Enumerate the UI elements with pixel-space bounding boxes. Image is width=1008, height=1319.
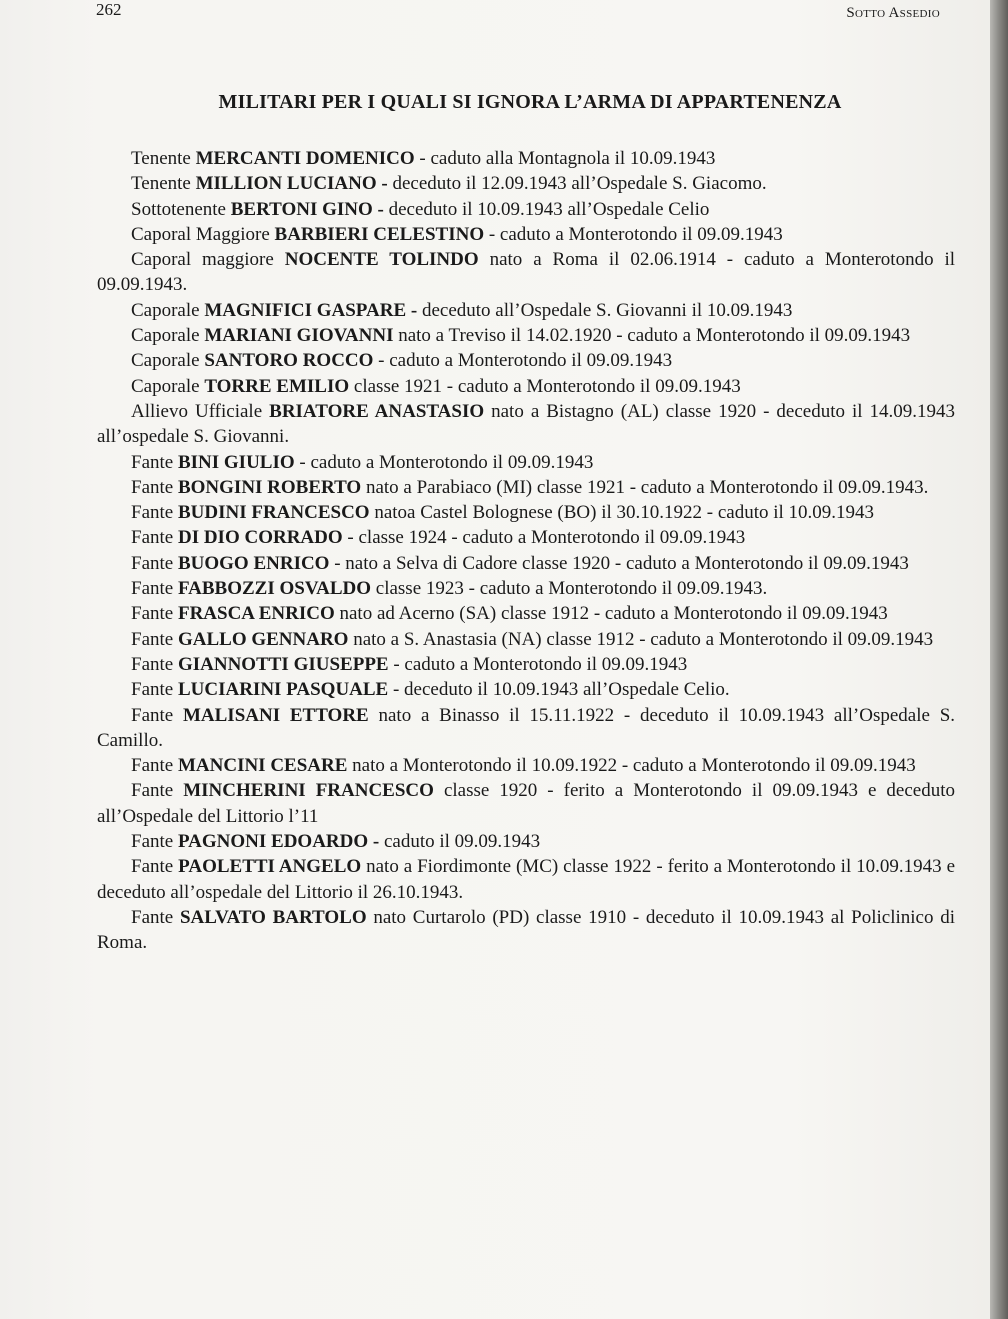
list-item	[97, 778, 955, 829]
list-item	[97, 576, 955, 601]
entry-details: nato Curtarolo (PD) classe 1910 - deceduto il 10.09.1943 al Policlinico di Roma.	[97, 906, 956, 954]
entry-name: PAOLETTI ANGELO	[178, 856, 362, 878]
entry-rank: Fante	[131, 679, 174, 701]
entry-rank: Tenente	[131, 148, 191, 169]
entry-details: classe 1923 - caduto a Monterotondo il 09.09.1943.	[375, 578, 768, 600]
entry-details: nato a Monterotondo il 10.09.1922 - caduto a Monterotondo il 09.09.1943	[352, 755, 916, 777]
entry-rank: Caporal maggiore	[131, 249, 274, 271]
entry-rank: Fante	[131, 552, 174, 574]
entry-name: MERCANTI DOMENICO	[195, 148, 415, 169]
entry-rank: Caporale	[131, 375, 200, 397]
entry-details: nato a Bistagno (AL) classe 1920 - deceduto il 14.09.1943 all’ospedale S. Giovanni.	[97, 400, 955, 448]
list-item	[97, 450, 955, 475]
entry-details: - caduto a Monterotondo il 09.09.1943	[488, 223, 783, 245]
entry-details: nato a Roma il 02.06.1914 - caduto a Monterotondo il 09.09.1943.	[97, 249, 956, 296]
list-item	[97, 703, 955, 754]
entry-rank: Fante	[131, 906, 174, 928]
entry-details: nato ad Acerno (SA) classe 1912 - caduto a Monterotondo il 09.09.1943	[339, 603, 888, 625]
entry-rank: Fante	[131, 628, 174, 650]
list-item	[97, 753, 955, 778]
entry-rank: Fante	[131, 578, 174, 600]
entry-details: nato a Parabiaco (MI) classe 1921 - caduto a Monterotondo il 09.09.1943.	[365, 476, 929, 498]
entry-name: BINI GIULIO	[177, 451, 295, 473]
entry-details: - caduto alla Montagnola il 10.09.1943	[419, 148, 716, 169]
list-item	[97, 146, 955, 171]
entry-name: BARBIERI CELESTINO	[274, 223, 485, 245]
list-item	[97, 677, 955, 702]
entry-name: MALISANI ETTORE	[182, 704, 369, 726]
list-item	[97, 905, 955, 956]
entry-name: SANTORO ROCCO	[204, 350, 374, 372]
page-number: 262	[96, 0, 122, 19]
list-item	[97, 374, 955, 399]
entry-rank: Tenente	[131, 173, 191, 195]
entry-name: NOCENTE TOLINDO	[284, 249, 479, 271]
entry-rank: Fante	[131, 653, 174, 675]
entry-name: MARIANI GIOVANNI	[204, 325, 394, 347]
entry-details: nato a S. Anastasia (NA) classe 1912 - caduto a Monterotondo il 09.09.1943	[353, 628, 934, 650]
list-item	[97, 348, 955, 373]
entry-rank: Fante	[131, 476, 174, 498]
list-item	[97, 298, 955, 323]
entry-rank: Caporale	[131, 325, 200, 347]
entry-details: - caduto a Monterotondo il 09.09.1943	[393, 653, 688, 675]
entry-rank: Sottotenente	[131, 198, 226, 220]
entry-name: FRASCA ENRICO	[177, 603, 335, 625]
entry-details: - nato a Selva di Cadore classe 1920 - caduto a Monterotondo il 09.09.1943	[334, 552, 909, 574]
entry-name: GALLO GENNARO	[177, 628, 349, 650]
entry-rank: Caporale	[131, 350, 200, 372]
entry-rank: Fante	[131, 527, 174, 549]
list-item	[97, 652, 955, 677]
entry-name: MINCHERINI FRANCESCO	[183, 780, 434, 802]
entry-details: nato a Binasso il 15.11.1922 - deceduto il 10.09.1943 all’Ospedale S. Camillo.	[97, 704, 956, 751]
list-item	[97, 247, 955, 298]
list-item	[97, 399, 955, 450]
entry-rank: Caporale	[131, 299, 200, 321]
list-item	[97, 197, 955, 222]
section-title: MILITARI PER I QUALI SI IGNORA L’ARMA DI APPARTENENZA	[218, 91, 842, 113]
entry-name: BUDINI FRANCESCO	[177, 502, 370, 524]
entry-name: MANCINI CESARE	[177, 755, 348, 777]
entry-name: FABBOZZI OSVALDO	[177, 578, 372, 600]
entry-details: - caduto a Monterotondo il 09.09.1943	[299, 451, 594, 473]
entry-details: deceduto all’Ospedale S. Giovanni il 10.09.1943	[421, 299, 793, 321]
entry-rank: Fante	[131, 704, 174, 726]
entry-name: BONGINI ROBERTO	[177, 476, 362, 498]
entry-name: GIANNOTTI GIUSEPPE	[177, 653, 389, 675]
entry-details: classe 1921 - caduto a Monterotondo il 09.09.1943	[353, 375, 741, 397]
entry-name: LUCIARINI PASQUALE	[177, 679, 389, 701]
entry-rank: Fante	[131, 831, 174, 853]
entry-rank: Caporal Maggiore	[131, 223, 270, 245]
book-spine-edge	[990, 0, 1008, 1319]
entry-rank: Fante	[131, 856, 174, 878]
entry-name: TORRE EMILIO	[204, 375, 350, 397]
entry-details: - deceduto il 10.09.1943 all’Ospedale Celio.	[392, 679, 730, 701]
entry-details: - caduto a Monterotondo il 09.09.1943	[378, 350, 673, 372]
entry-details: nato a Fiordimonte (MC) classe 1922 - ferito a Monterotondo il 10.09.1943 e deceduto all’ospedale del Littorio il 26.10.1943.	[97, 856, 956, 903]
entry-details: caduto il 09.09.1943	[383, 831, 541, 853]
entry-rank: Fante	[131, 603, 174, 625]
entry-name: MILLION LUCIANO -	[195, 173, 388, 195]
list-item	[97, 551, 955, 576]
entry-details: - classe 1924 - caduto a Monterotondo il 09.09.1943	[347, 527, 746, 549]
list-item	[97, 222, 955, 247]
entry-rank: Fante	[131, 780, 174, 802]
entry-rank: Allievo Ufficiale	[131, 400, 263, 422]
casualty-list	[97, 146, 955, 956]
entry-rank: Fante	[131, 755, 174, 777]
list-item	[97, 500, 955, 525]
entry-rank: Fante	[131, 451, 174, 473]
entry-name: MAGNIFICI GASPARE -	[204, 299, 418, 321]
entry-name: BUOGO ENRICO	[177, 552, 330, 574]
list-item	[97, 475, 955, 500]
entry-details: natoa Castel Bolognese (BO) il 30.10.1922 - caduto il 10.09.1943	[374, 502, 875, 524]
entry-details: deceduto il 12.09.1943 all’Ospedale S. Giacomo.	[392, 173, 767, 195]
entry-details: deceduto il 10.09.1943 all’Ospedale Celio	[388, 198, 710, 220]
list-item	[97, 854, 955, 905]
entry-details: classe 1920 - ferito a Monterotondo il 09.09.1943 e deceduto all’Ospedale del Littorio l’11	[97, 780, 956, 827]
list-item	[97, 171, 955, 196]
entry-details: nato a Treviso il 14.02.1920 - caduto a Monterotondo il 09.09.1943	[398, 325, 911, 347]
list-item	[97, 323, 955, 348]
list-item	[97, 829, 955, 854]
list-item	[97, 601, 955, 626]
entry-rank: Fante	[131, 502, 174, 524]
running-head: Sotto Assedio	[846, 5, 940, 21]
entry-name: PAGNONI EDOARDO -	[177, 831, 380, 853]
entry-name: BRIATORE ANASTASIO	[269, 400, 485, 422]
entry-name: SALVATO BARTOLO	[179, 906, 367, 928]
entry-name: DI DIO CORRADO	[177, 527, 343, 549]
list-item	[97, 525, 955, 550]
entry-name: BERTONI GINO -	[230, 198, 384, 220]
list-item	[97, 627, 955, 652]
